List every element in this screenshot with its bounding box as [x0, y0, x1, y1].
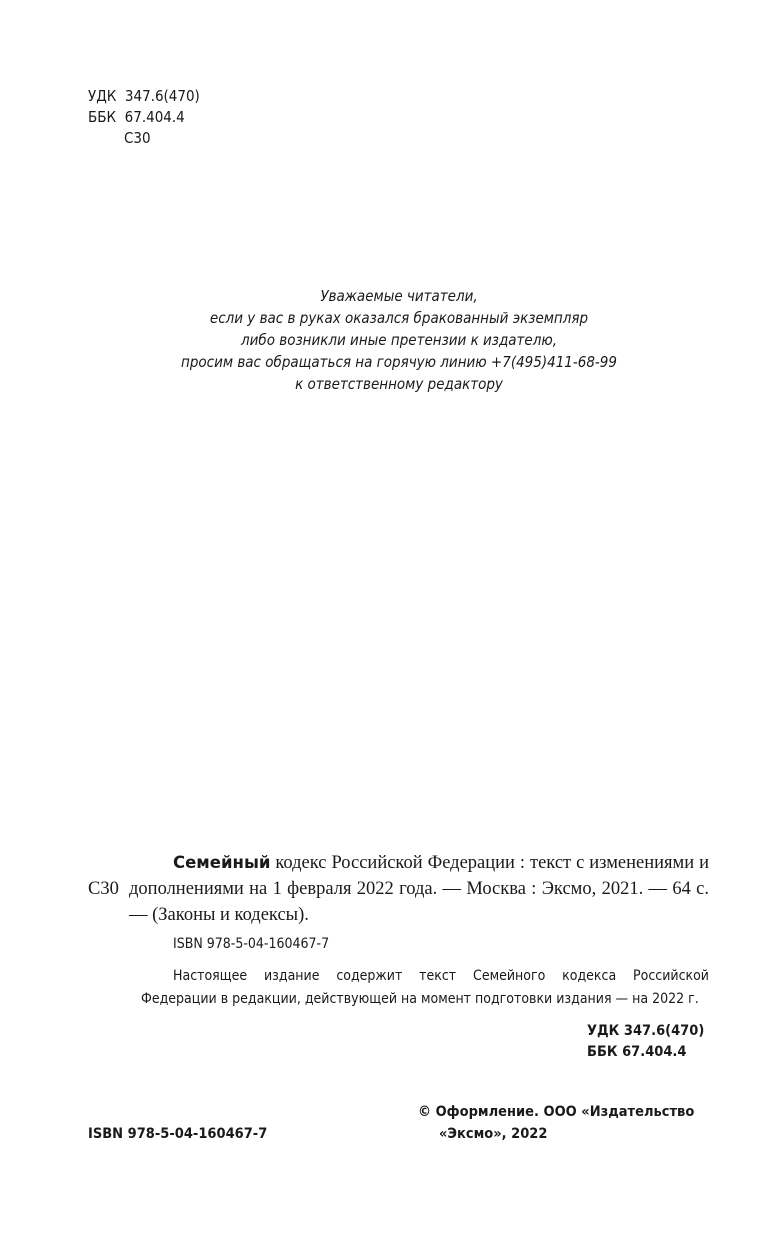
author-mark: С30: [124, 129, 151, 147]
notice-line: либо возникли иные претензии к издателю,: [240, 331, 557, 349]
copyright-block: [418, 1101, 694, 1145]
notice-line: к ответственному редактору: [295, 375, 503, 393]
record-text: кодекс Российской Федерации : текст с изменениями и дополнениями на 1 февраля 2022 года. — Москва : Эксмо, 2021. — 64 с. — (Законы и кодексы).: [129, 853, 709, 925]
classification-bottom: [587, 1021, 704, 1063]
annotation-text: Настоящее издание содержит текст Семейного кодекса Российской Федерации в редакции, действующей на момент подготовки издания — на 2022 г.: [141, 968, 709, 1007]
bibliographic-record: [129, 850, 709, 928]
isbn-bold: ISBN 978-5-04-160467-7: [88, 1126, 268, 1142]
bbk-code-bottom: ББК 67.404.4: [587, 1044, 687, 1060]
isbn-line: ISBN 978-5-04-160467-7: [173, 936, 330, 952]
record-title-bold: Семейный: [173, 853, 271, 872]
annotation: [141, 965, 709, 1011]
copyright-line-2: «Эксмо», 2022: [439, 1126, 548, 1142]
bibliographic-side-mark: С30: [88, 879, 119, 899]
notice-line: Уважаемые читатели,: [320, 287, 478, 305]
bbk-code: ББК 67.404.4: [88, 108, 185, 126]
classification-top: [88, 86, 200, 149]
reader-notice: [0, 285, 768, 395]
notice-line: просим вас обращаться на горячую линию +7(495)411-68-99: [181, 353, 617, 371]
copyright-line-1: © Оформление. ООО «Издательство: [418, 1104, 695, 1120]
udk-code: УДК 347.6(470): [88, 87, 200, 105]
udk-code-bottom: УДК 347.6(470): [587, 1023, 705, 1039]
notice-line: если у вас в руках оказался бракованный экземпляр: [209, 309, 589, 327]
